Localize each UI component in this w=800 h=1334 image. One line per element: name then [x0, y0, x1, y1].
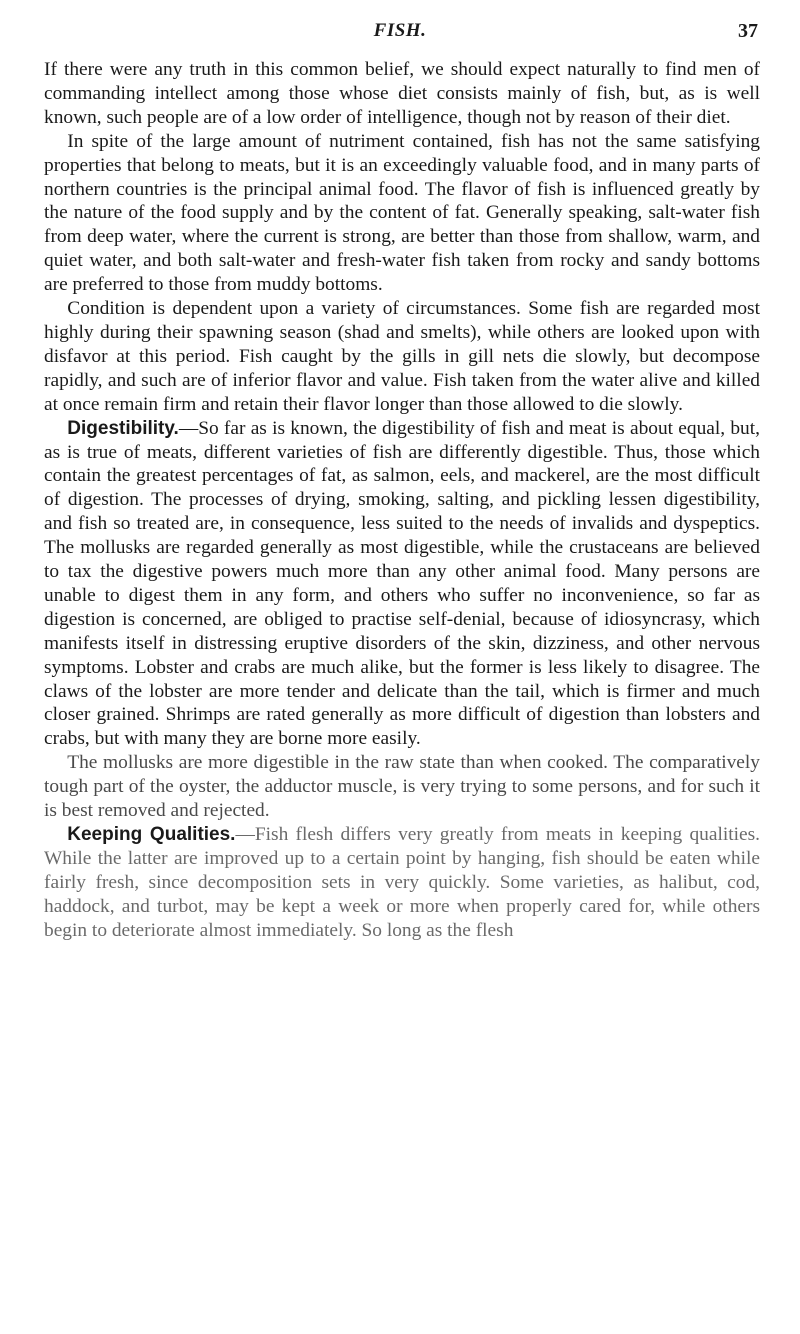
page-header — [0, 8, 800, 48]
running-head: FISH. — [373, 20, 427, 41]
paragraph-nutriment — [44, 130, 760, 297]
page-number: 37 — [738, 20, 758, 42]
paragraph-text: —So far as is known, the digestibility of fish and meat is about equal, but, as is true of meats, different varieties of fish are differently digestible. Thus, those which contain the greatest percentages of fat, as salmon, eels, and mackerel, are the most difficult of digestion. The processes of drying, smoking, salting, and pickling lessen digestibility, and fish so treated are, in consequence, less suited to the needs of invalids and dyspeptics. The mollusks are regarded generally as most digestible, while the crustaceans are believed to tax the digestive powers much more than any other animal food. Many persons are unable to digest them in any form, and others who suffer no inconvenience, so far as digestion is concerned, are obliged to practise self-denial, because of idiosyncrasy, which manifests itself in distressing eruptive disorders of the skin, dizziness, and other nervous symptoms. Lobster and crabs are much alike, but the former is less likely to disagree. The claws of the lobster are more tender and delicate than the tail, which is firmer and much closer grained. Shrimps are rated generally as more difficult of digestion than lobsters and crabs, but with many they are borne more easily. — [44, 417, 760, 750]
paragraph-text: Condition is dependent upon a variety of circumstances. Some fish are regarded most highly during their spawning season (shad and smelts), while others are looked upon with disfavor at this period. Fish caught by the gills in gill nets die slowly, but decompose rapidly, and such are of inferior flavor and value. Fish taken from the water alive and killed at once remain firm and retain their flavor longer than those allowed to die slowly. — [44, 298, 760, 415]
paragraph-condition — [44, 297, 760, 417]
paragraph-text: If there were any truth in this common belief, we should expect naturally to find men of commanding intellect among those whose diet consists mainly of fish, but, as is well known, such people are of a low order of intelligence, though not by reason of their diet. — [44, 59, 760, 128]
paragraph-text: —Fish flesh differs very greatly from meats in keeping qualities. While the latter are improved up to a certain point by hanging, fish should be eaten while fairly fresh, since decomposition sets in very quickly. Some varieties, as halibut, cod, haddock, and turbot, may be kept a week or more when properly cared for, while others begin to deteriorate almost immediately. So long as the flesh — [44, 824, 760, 941]
paragraph-keeping — [44, 823, 760, 943]
section-heading-keeping-qualities: Keeping Qualities. — [67, 824, 236, 845]
paragraph-fish-belief — [44, 58, 760, 130]
paragraph-digestibility — [44, 417, 760, 752]
section-heading-digestibility: Digestibility. — [67, 417, 179, 439]
paragraph-text: In spite of the large amount of nutriment contained, fish has not the same satisfying properties that belong to meats, but it is an exceedingly valuable food, and in many parts of northern countries is the principal animal food. The flavor of fish is influenced greatly by the nature of the food supply and by the content of fat. Generally speaking, salt-water fish from deep water, where the current is strong, are better than those from shallow, warm, and quiet water, and both salt-water and fresh-water fish taken from rocky and sandy bottoms are preferred to those from muddy bottoms. — [44, 130, 760, 296]
paragraph-mollusks — [44, 751, 760, 823]
body-text — [44, 58, 760, 943]
paragraph-text: The mollusks are more digestible in the raw state than when cooked. The comparatively tough part of the oyster, the adductor muscle, is very trying to some persons, and for such it is best removed and rejected. — [44, 752, 760, 822]
